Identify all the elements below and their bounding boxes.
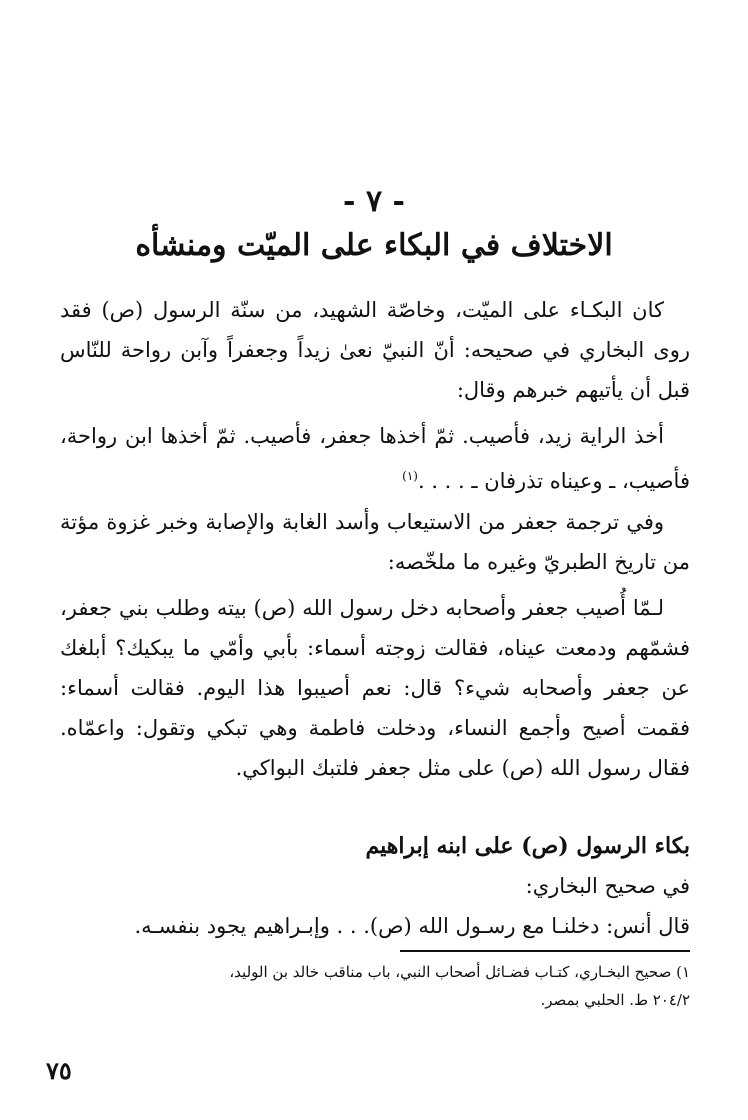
chapter-title: الاختلاف في البكاء على الميّت ومنشأه	[135, 228, 613, 263]
paragraph-3-text: وفي ترجمة جعفر من الاستيعاب وأسد الغابة والإصابة وخبر غزوة مؤتة من تاريخ الطبريّ وغيره ما ملخّصه:	[60, 510, 690, 574]
paragraph-1-text: كان البكـاء على الميّت، وخاصّة الشهيد، من سنّة الرسول (ص) فقد روى البخاري في صحيحه: أنّ النبيّ نعىٰ زيداً وجعفراً وآبن رواحة للنّاس قبل أن يأتيهم خبرهم وقال:	[60, 298, 690, 402]
paragraph-2-text	[60, 416, 690, 501]
paragraph-3	[60, 502, 690, 582]
paragraph-2-body: أخذ الراية زيد، فأصيب. ثمّ أخذها جعفر، فأصيب. ثمّ أخذها ابن رواحة، فأصيب، ـ وعيناه تذرفان ـ . . . .	[60, 424, 690, 493]
footnote-reference: (١)	[402, 469, 418, 483]
section-line-2: قال أنس: دخلنـا مع رسـول الله (ص). . . وإبـراهيم يجود بنفسـه.	[134, 914, 690, 938]
chapter-number: - ٧ -	[343, 184, 405, 219]
footnote-line-1: ١) صحيح البخـاري، كتـاب فضـائل أصحاب النبي، باب مناقب خالد بن الوليد،	[229, 963, 690, 981]
footnote-line-2: ٢٠٤/٢ ط. الحلبي بمصر.	[540, 991, 690, 1009]
paragraph-2	[60, 416, 690, 501]
paragraph-1	[60, 290, 690, 410]
section-line-1: في صحيح البخاري:	[525, 874, 690, 898]
section-heading: بكاء الرسول (ص) على ابنه إبراهيم	[365, 833, 690, 859]
paragraph-4	[60, 588, 690, 788]
footnote	[60, 958, 690, 1014]
paragraph-4-text: لـمّا أُصيب جعفر وأصحابه دخل رسول الله (ص) بيته وطلب بني جعفر، فشمّهم ودمعت عيناه، فقالت زوجته أسماء: بأبي وأمّي ما يبكيك؟ أبلغك عن جعفر وأصحابه شيء؟ قال: نعم أصيبوا هذا اليوم. فقالت أسماء: فقمت أصيح وأجمع النساء، ودخلت فاطمة وهي تبكي وتقول: واعمّاه. فقال رسول الله (ص) على مثل جعفر فلتبك البواكي.	[60, 596, 690, 780]
page-number: ٧٥	[46, 1056, 72, 1085]
footnote-divider	[400, 950, 690, 952]
